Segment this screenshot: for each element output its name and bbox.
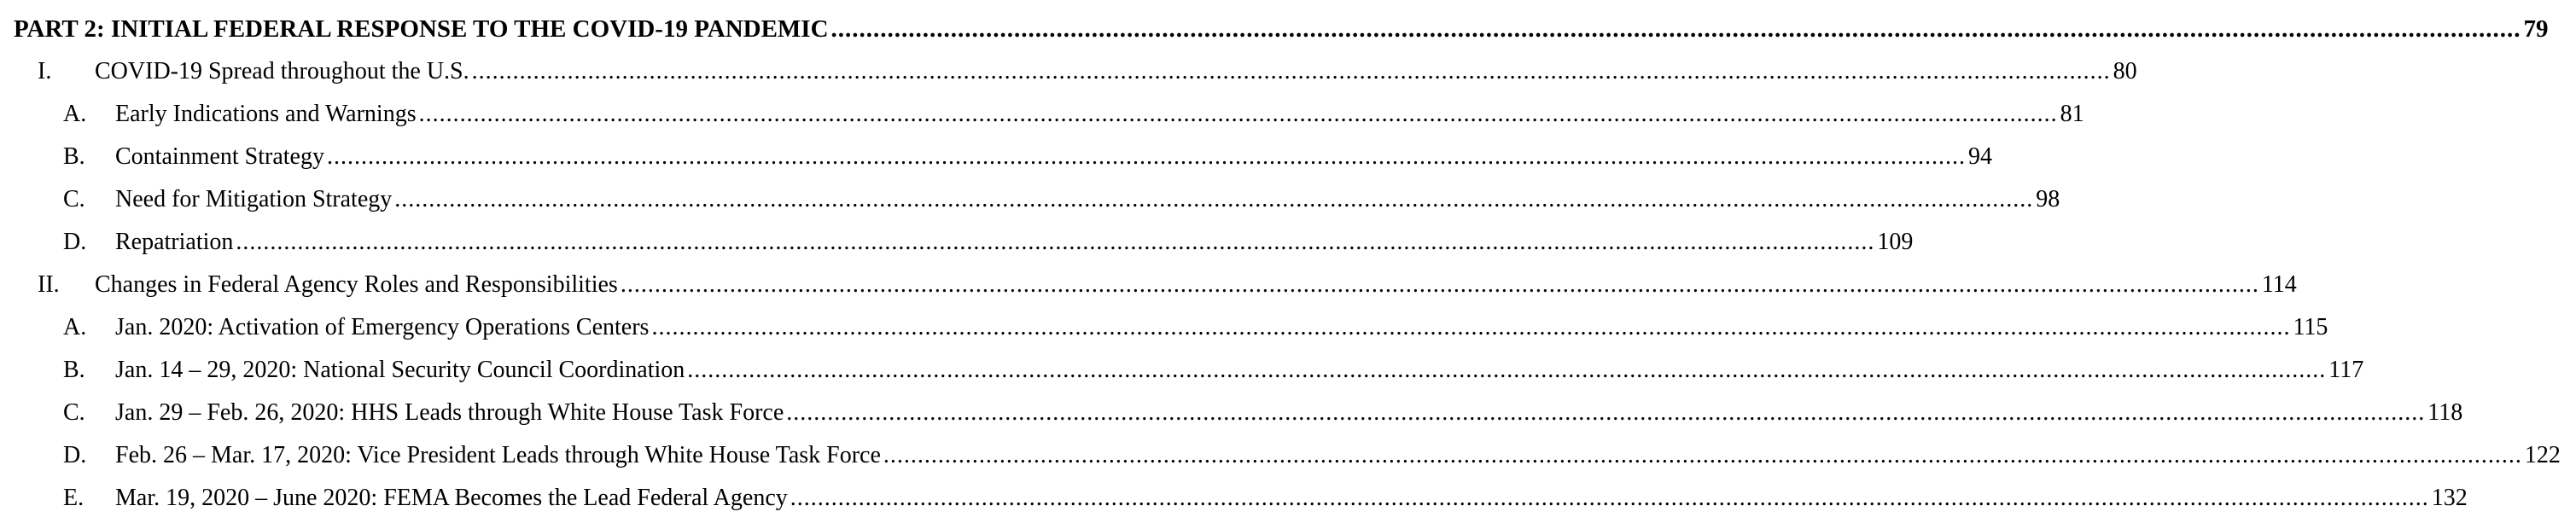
toc-entry-title: Jan. 2020: Activation of Emergency Operations Centers xyxy=(115,314,650,340)
toc-page-number: 114 xyxy=(2261,271,2297,298)
toc-entry-title: Jan. 29 – Feb. 26, 2020: HHS Leads through White House Task Force xyxy=(115,399,784,426)
toc-entry-number: D. xyxy=(63,442,87,468)
toc-entry-2e[interactable] xyxy=(0,481,2468,515)
dot-leader: ................................................................................................................................................................................................................................................ xyxy=(418,101,2058,127)
toc-entry-title: Repatriation xyxy=(115,229,234,255)
toc-page-number: 132 xyxy=(2431,485,2468,511)
toc-entry-section-1[interactable] xyxy=(0,55,2137,89)
dot-leader: ................................................................................................................................................................................................................................................ xyxy=(394,186,2034,212)
dot-leader: ................................................................................................................................................................................................................................................ xyxy=(471,58,2111,84)
toc-part-title: PART 2: INITIAL FEDERAL RESPONSE TO THE COVID-19 PANDEMIC xyxy=(14,15,829,43)
toc-page-number: 117 xyxy=(2328,357,2364,383)
toc-page-number: 98 xyxy=(2036,186,2060,212)
dot-leader: ................................................................................................................................................................................................................................................ xyxy=(651,314,2291,340)
dot-leader: ................................................................................................................................................................................................................................................ xyxy=(620,271,2259,298)
toc-entry-1c[interactable] xyxy=(0,183,2060,217)
dot-leader: ................................................................................................................................................................................................................................................ xyxy=(326,143,1966,170)
toc-entry-number: C. xyxy=(63,399,85,426)
toc-entry-2d[interactable] xyxy=(0,439,2561,473)
toc-entry-2b[interactable] xyxy=(0,353,2364,387)
toc-entry-1b[interactable] xyxy=(0,140,1992,174)
toc-entry-number: II. xyxy=(38,271,60,298)
toc-entry-title: Containment Strategy xyxy=(115,143,324,170)
toc-entry-title: Mar. 19, 2020 – June 2020: FEMA Becomes the Lead Federal Agency xyxy=(115,485,788,511)
toc-entry-number: B. xyxy=(63,357,85,383)
toc-entry-number: A. xyxy=(63,101,87,127)
toc-entry-title: Early Indications and Warnings xyxy=(115,101,417,127)
toc-page-number: 94 xyxy=(1967,143,1992,170)
toc-entry-number: B. xyxy=(63,143,85,170)
toc-page-number: 81 xyxy=(2060,101,2084,127)
toc-entry-number: E. xyxy=(63,485,85,511)
toc-entry-title: Feb. 26 – Mar. 17, 2020: Vice President Leads through White House Task Force xyxy=(115,442,881,468)
toc-entry-2c[interactable] xyxy=(0,396,2463,430)
toc-page-number: 79 xyxy=(2523,15,2549,43)
dot-leader: ................................................................................................................................................................................................................................................ xyxy=(687,357,2327,383)
toc-entry-number: D. xyxy=(63,229,87,255)
toc-entry-title: Jan. 14 – 29, 2020: National Security Council Coordination xyxy=(115,357,685,383)
dot-leader: ................................................................................................................................................................................................................................................ xyxy=(830,15,2521,43)
dot-leader: ................................................................................................................................................................................................................................................ xyxy=(883,442,2522,468)
toc-entry-title: Changes in Federal Agency Roles and Responsibilities xyxy=(95,271,618,298)
dot-leader: ................................................................................................................................................................................................................................................ xyxy=(790,485,2429,511)
toc-entry-title: Need for Mitigation Strategy xyxy=(115,186,393,212)
toc-part-2-row[interactable] xyxy=(0,12,2549,46)
toc-entry-1d[interactable] xyxy=(0,225,1914,259)
toc-page-number: 80 xyxy=(2113,58,2137,84)
dot-leader: ................................................................................................................................................................................................................................................ xyxy=(236,229,1875,255)
toc-entry-section-2[interactable] xyxy=(0,268,2297,302)
toc-entry-1a[interactable] xyxy=(0,97,2084,131)
toc-entry-number: A. xyxy=(63,314,87,340)
dot-leader: ................................................................................................................................................................................................................................................ xyxy=(786,399,2426,426)
toc-page-number: 122 xyxy=(2524,442,2561,468)
toc-page-number: 118 xyxy=(2427,399,2463,426)
toc-entry-number: I. xyxy=(38,58,52,84)
toc-page-number: 109 xyxy=(1877,229,1914,255)
toc-page-number: 115 xyxy=(2293,314,2328,340)
toc-entry-2a[interactable] xyxy=(0,311,2328,345)
toc-entry-number: C. xyxy=(63,186,85,212)
toc-entry-title: COVID-19 Spread throughout the U.S. xyxy=(95,58,469,84)
